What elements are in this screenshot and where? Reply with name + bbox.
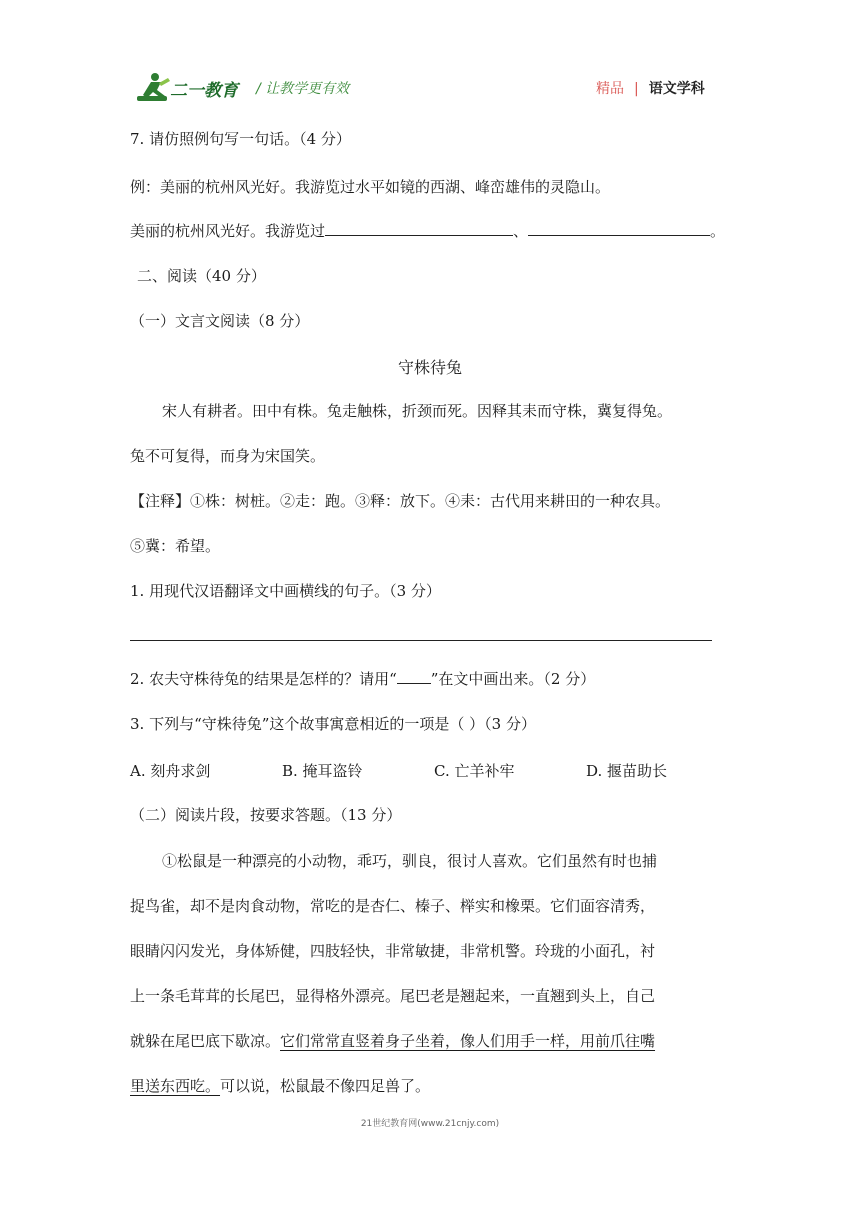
- part2-line-3: 眼睛闪闪发光，身体矫健，四肢轻快，非常敏捷，非常机警。玲珑的小面孔，衬: [130, 942, 656, 960]
- answer-blank-2[interactable]: [528, 221, 710, 236]
- part2-line-6: [130, 1075, 430, 1096]
- page-footer: 21世纪教育网(www.21cnjy.com): [360, 1119, 500, 1129]
- q2-text-pre: 2. 农夫守株待兔的结果是怎样的？请用“: [130, 670, 397, 688]
- underlined-sentence-part-2: 里送东西吃。: [130, 1077, 221, 1095]
- option-a[interactable]: A. 刻舟求剑: [130, 762, 211, 780]
- question-1: 1. 用现代汉语翻译文中画横线的句子。（3 分）: [130, 582, 441, 600]
- q7-example: 例：美丽的杭州风光好。我游览过水平如镜的西湖、峰峦雄伟的灵隐山。: [130, 178, 611, 196]
- q3-options: [130, 760, 738, 781]
- underlined-sentence-part-1: 它们常常直竖着身子坐着，像人们用手一样，用前爪往嘴: [280, 1032, 656, 1050]
- part2-heading: （二）阅读片段，按要求答题。（13 分）: [130, 806, 402, 824]
- q7-stem: 7. 请仿照例句写一句话。（4 分）: [130, 130, 351, 148]
- answer-rule[interactable]: [130, 640, 712, 641]
- slogan: / 让教学更有效: [256, 81, 350, 97]
- section2-heading: 二、阅读（40 分）: [137, 267, 266, 285]
- question-2: [130, 668, 595, 689]
- part2-line-6-plain: 可以说，松鼠最不像四足兽了。: [220, 1077, 431, 1095]
- page-header: [0, 0, 860, 110]
- notes-line-2: ⑤冀：希望。: [130, 537, 221, 555]
- premium-label: 精品: [596, 81, 624, 97]
- passage-line-2: 兔不可复得，而身为宋国笑。: [130, 447, 326, 465]
- notes-line-1: 【注释】①株：树桩。②走：跑。③释：放下。④耒：古代用来耕田的一种农具。: [130, 492, 671, 510]
- header-right: [596, 78, 705, 98]
- part2-line-5: [130, 1030, 655, 1051]
- part2-line-1: ①松鼠是一种漂亮的小动物，乖巧，驯良，很讨人喜欢。它们虽然有时也捕: [162, 852, 658, 870]
- question-3: 3. 下列与“守株待兔”这个故事寓意相近的一项是（ ）（3 分）: [130, 715, 536, 733]
- passage-line-1: 宋人有耕者。田中有株。兔走触株，折颈而死。因释其耒而守株，冀复得兔。: [162, 402, 673, 420]
- passage-title: 守株待兔: [397, 358, 462, 377]
- logo-text: 二一教育: [170, 81, 238, 101]
- subject-label: 语文学科: [648, 81, 705, 97]
- part2-line-4: 上一条毛茸茸的长尾巴，显得格外漂亮。尾巴老是翘起来，一直翘到头上，自己: [130, 987, 656, 1005]
- q7-end: 。: [710, 222, 726, 240]
- option-d[interactable]: D. 揠苗助长: [586, 762, 668, 780]
- part1-heading: （一）文言文阅读（8 分）: [130, 312, 310, 330]
- answer-blank-1[interactable]: [325, 221, 513, 236]
- q7-answer-line: [130, 220, 725, 241]
- part2-line-5-plain: 就躲在尾巴底下歇凉。: [130, 1032, 281, 1050]
- q2-text-post: ”在文中画出来。（2 分）: [430, 670, 596, 688]
- option-b[interactable]: B. 掩耳盗铃: [282, 762, 363, 780]
- option-c[interactable]: C. 亡羊补牢: [434, 762, 515, 780]
- q7-prompt: 美丽的杭州风光好。我游览过: [130, 222, 326, 240]
- underline-sample: [397, 669, 431, 684]
- header-separator: |: [634, 81, 639, 97]
- q7-comma: 、: [513, 222, 529, 240]
- part2-line-2: 捉鸟雀，却不是肉食动物，常吃的是杏仁、榛子、榉实和橡栗。它们面容清秀，: [130, 897, 656, 915]
